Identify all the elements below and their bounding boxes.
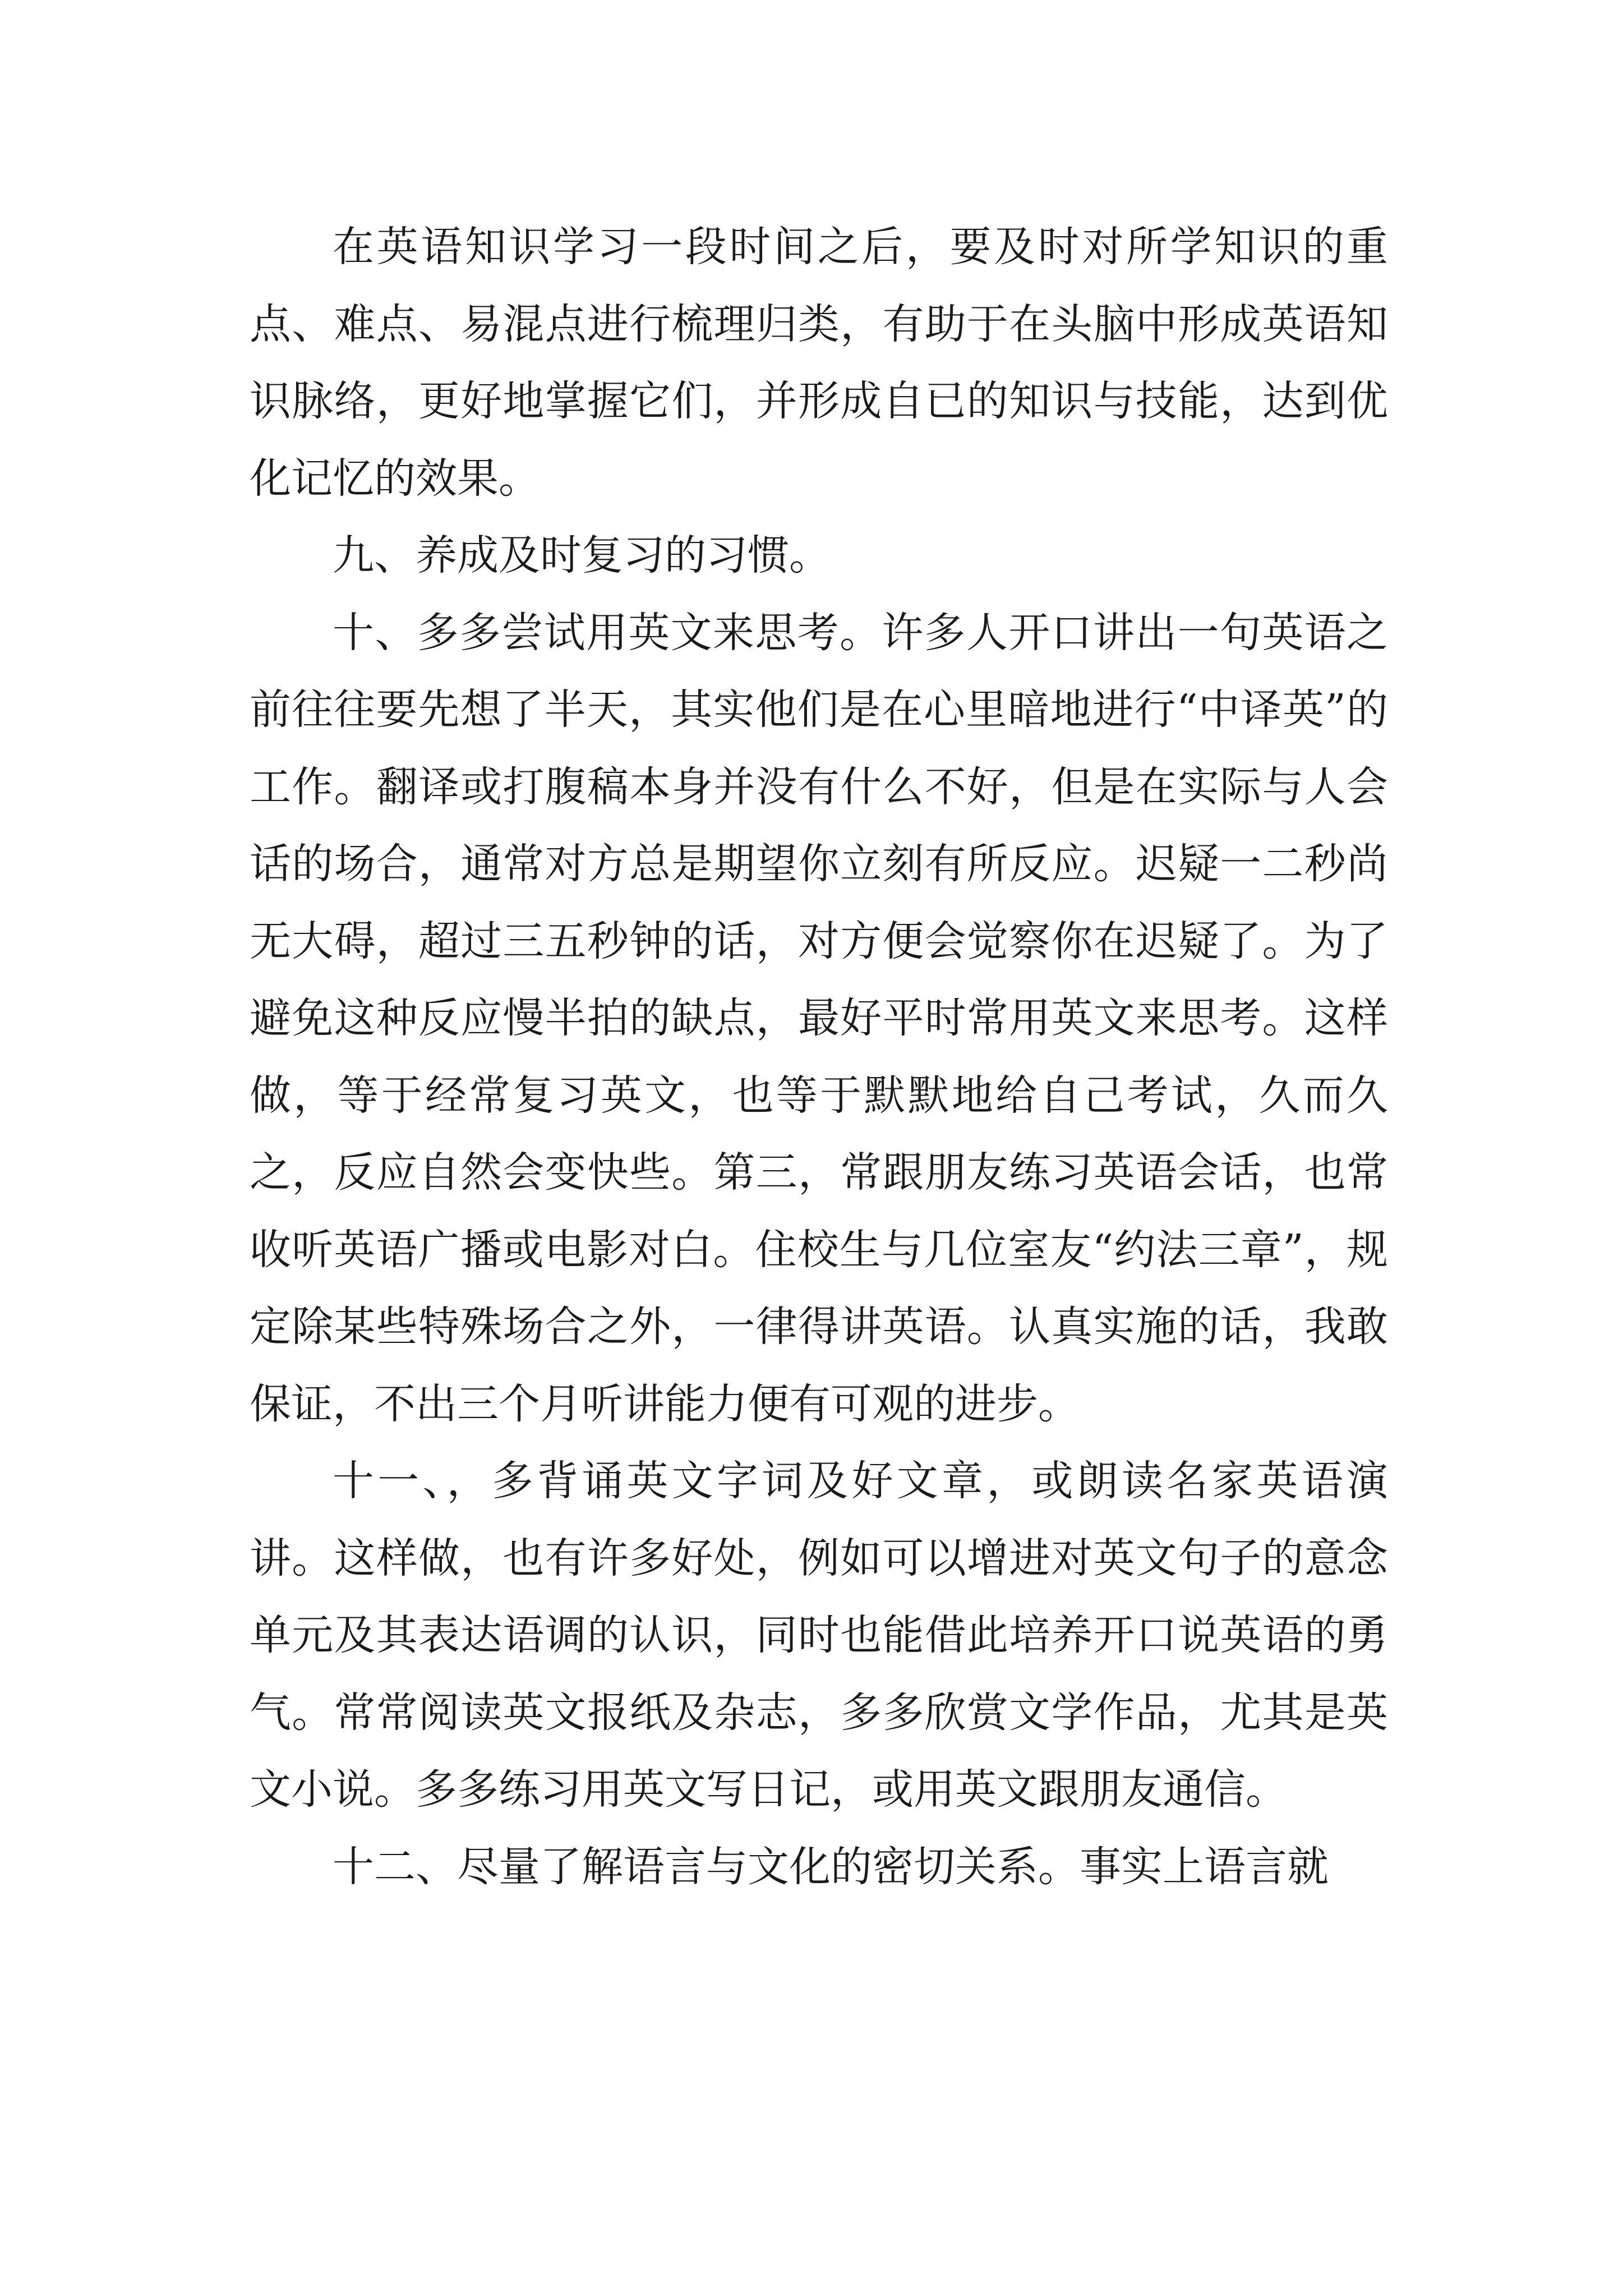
paragraph-knowledge-review: 在英语知识学习一段时间之后，要及时对所学知识的重点、难点、易混点进行梳理归类，有助于在头脑中形成英语知识脉络，更好地掌握它们，并形成自已的知识与技能，达到优化记忆的效果。 xyxy=(250,223,1388,503)
paragraph-item-12: 十二、尽量了解语言与文化的密切关系。事实上语言就 xyxy=(333,1842,1329,1891)
paragraph-item-10: 十、多多尝试用英文来思考。许多人开口讲出一句英语之前往往要先想了半天，其实他们是在心里暗地进行“中译英”的工作。翻译或打腹稿本身并没有什么不好，但是在实际与人会话的场合，通常对方总是期望你立刻有所反应。迟疑一二秒尚无大碍，超过三五秒钟的话，对方便会觉察你在迟疑了。为了避免这种反应慢半拍的缺点，最好平时常用英文来思考。这样做，等于经常复习英文，也等于默默地给自己考试，久而久之，反应自然会变快些。第三，常跟朋友练习英语会话，也常收听英语广播或电影对白。住校生与几位室友“约法三章”，规定除某些特殊场合之外，一律得讲英语。认真实施的话，我敢保证，不出三个月听讲能力便有可观的进步。 xyxy=(250,608,1388,1428)
document-body xyxy=(250,209,1388,1906)
paragraph-item-9: 九、养成及时复习的习惯。 xyxy=(333,531,831,579)
paragraph-item-11: 十一、，多背诵英文字词及好文章，或朗读名家英语演讲。这样做，也有许多好处，例如可以增进对英文句子的意念单元及其表达语调的认识，同时也能借此培养开口说英语的勇气。常常阅读英文报纸及杂志，多多欣赏文学作品，尤其是英文小说。多多练习用英文写日记，或用英文跟朋友通信。 xyxy=(250,1457,1388,1814)
